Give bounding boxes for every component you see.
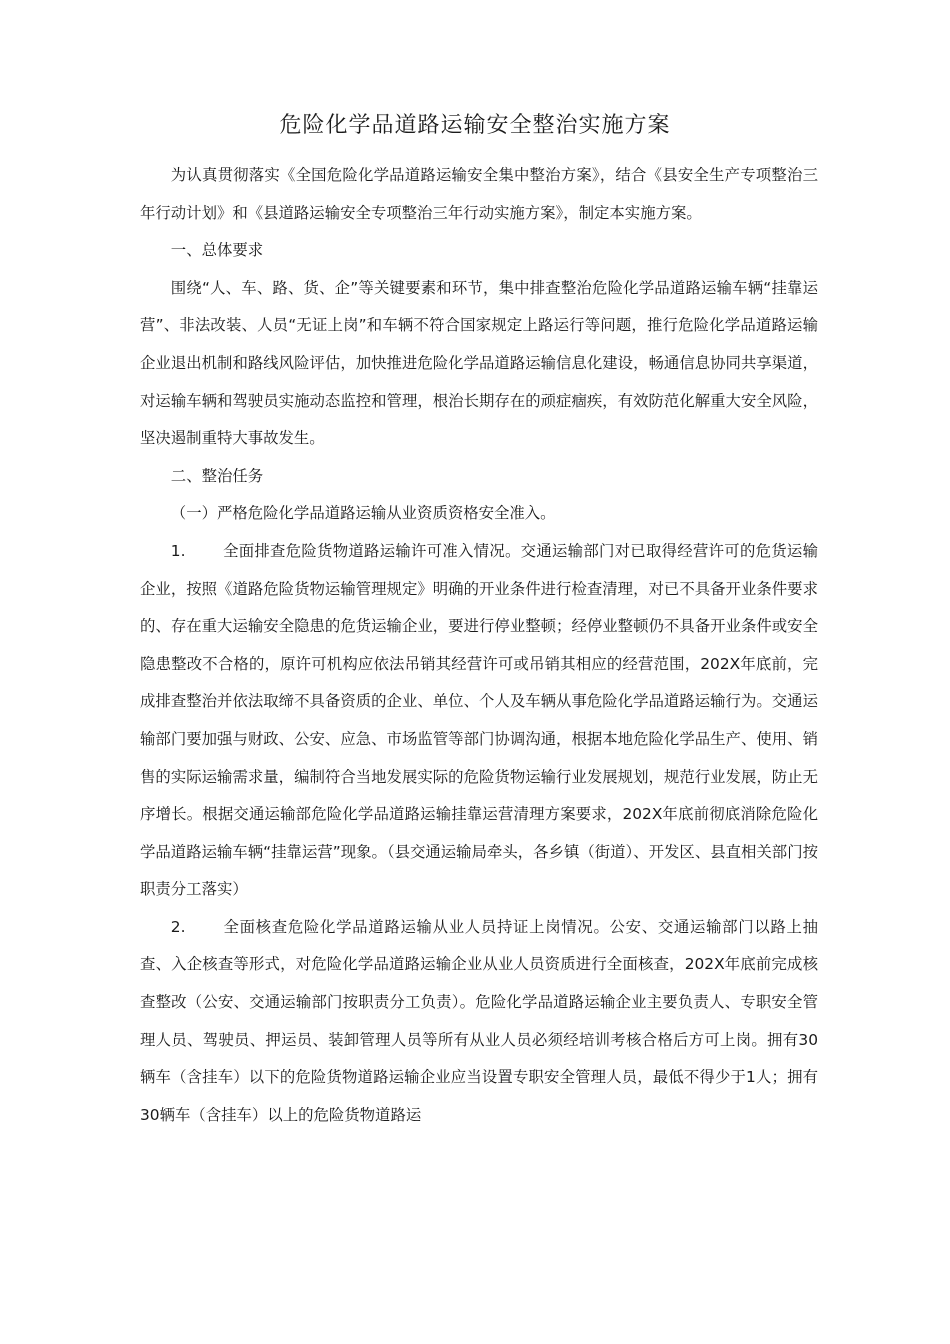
task-item-1-number: 1. <box>170 541 186 560</box>
section-heading-general-requirements: 一、总体要求 <box>170 241 264 260</box>
intro-paragraph: 为认真贯彻落实《全国危险化学品道路运输安全集中整治方案》，结合《县安全生产专项整治三年行动计划》和《县道路运输安全专项整治三年行动实施方案》，制定本实施方案。 <box>140 166 818 222</box>
task-item-2-text: 全面核查危险化学品道路运输从业人员持证上岗情况。公安、交通运输部门以路上抽查、入企核查等形式，对危险化学品道路运输企业从业人员资质进行全面核查，202X年底前完成核查整改（公安、交通运输部门按职责分工负责）。危险化学品道路运输企业主要负责人、专职安全管理人员、驾驶员、押运员、装卸管理人员等所有从业人员必须经培训考核合格后方可上岗。拥有30辆车（含挂车）以下的危险货物道路运输企业应当设置专职安全管理人员，最低不得少于1人；拥有30辆车（含挂车）以上的危险货物道路运 <box>140 917 818 1124</box>
task-item-1-text: 全面排查危险货物道路运输许可准入情况。交通运输部门对已取得经营许可的危货运输企业，按照《道路危险货物运输管理规定》明确的开业条件进行检查清理，对已不具备开业条件要求的、存在重大运输安全隐患的危货运输企业，要进行停业整顿；经停业整顿仍不具备开业条件或安全隐患整改不合格的，原许可机构应依法吊销其经营许可或吊销其相应的经营范围，202X年底前，完成排查整治并依法取缔不具备资质的企业、单位、个人及车辆从事危险化学品道路运输行为。交通运输部门要加强与财政、公安、应急、市场监管等部门协调沟通，根据本地危险化学品生产、使用、销售的实际运输需求量，编制符合当地发展实际的危险货物运输行业发展规划，规范行业发展，防止无序增长。根据交通运输部危险化学品道路运输挂靠运营清理方案要求，202X年底前彻底消除危险化学品道路运输车辆“挂靠运营”现象。（县交通运输局牵头，各乡镇（街道）、开发区、县直相关部门按职责分工落实） <box>140 541 818 899</box>
task-item-2 <box>140 909 818 1135</box>
document-body <box>140 157 818 1134</box>
section-heading-rectification-tasks: 二、整治任务 <box>170 466 264 485</box>
task-item-2-number: 2. <box>170 917 186 936</box>
general-requirements-paragraph: 围绕“人、车、路、货、企”等关键要素和环节，集中排查整治危险化学品道路运输车辆“挂靠运营”、非法改装、人员“无证上岗”和车辆不符合国家规定上路运行等问题，推行危险化学品道路运输企业退出机制和路线风险评估，加快推进危险化学品道路运输信息化建设，畅通信息协同共享渠道，对运输车辆和驾驶员实施动态监控和管理，根治长期存在的顽症痼疾，有效防范化解重大安全风险，坚决遏制重特大事故发生。 <box>140 278 818 448</box>
subsection-heading-qualification-access: （一）严格危险化学品道路运输从业资质资格安全准入。 <box>170 504 556 523</box>
document-title: 危险化学品道路运输安全整治实施方案 <box>279 113 671 138</box>
task-item-1 <box>140 533 818 909</box>
